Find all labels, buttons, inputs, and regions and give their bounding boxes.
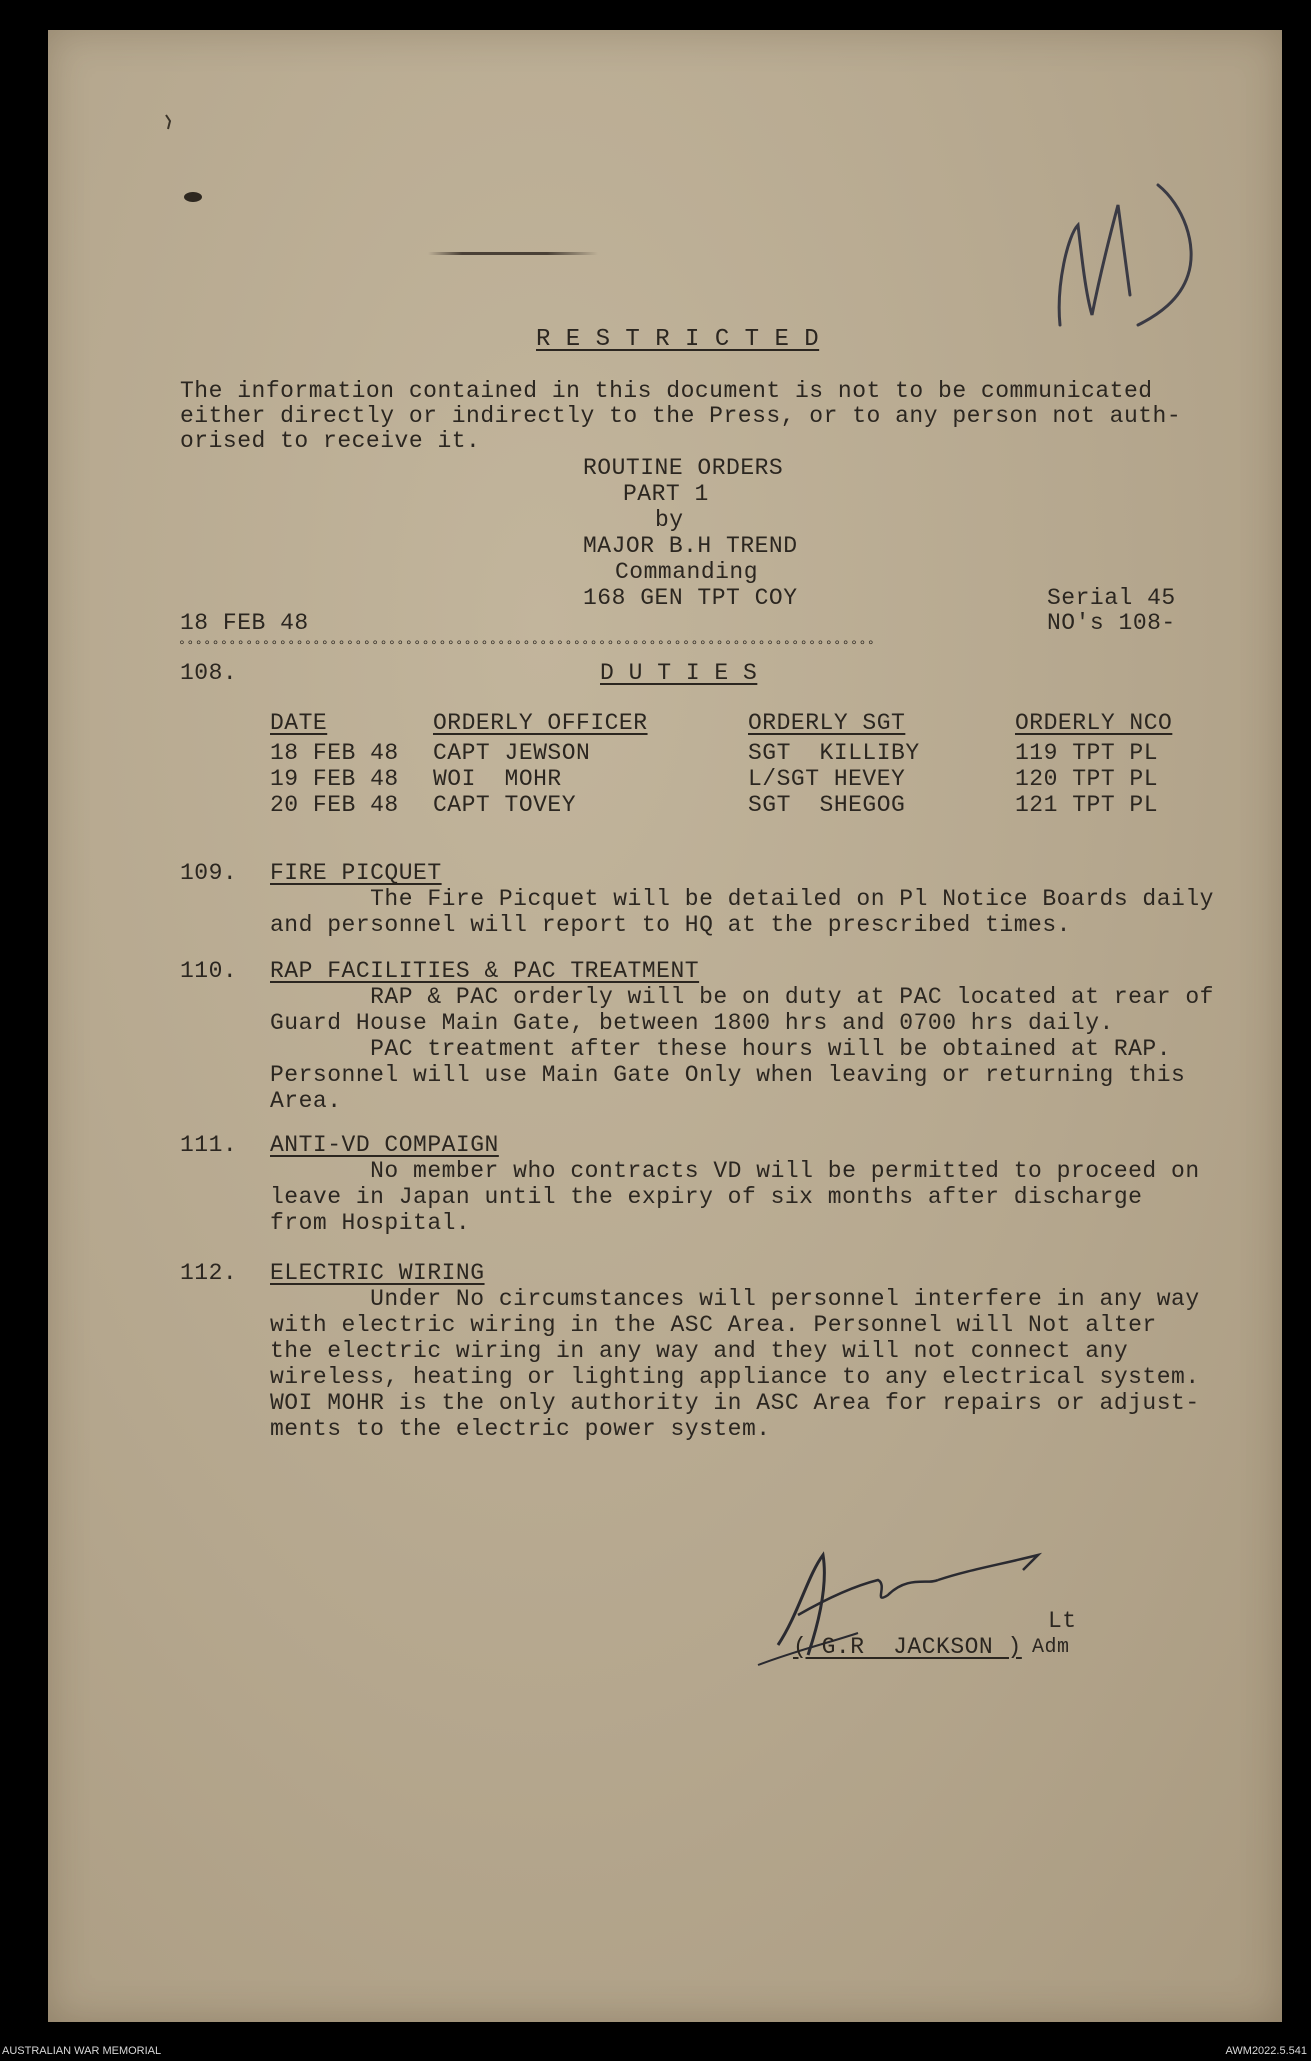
row2-nco: 120 TPT PL xyxy=(1015,766,1159,792)
item-112-line-5: WOI MOHR is the only authority in ASC Area for repairs or adjust- xyxy=(270,1390,1200,1416)
faint-rule xyxy=(428,252,598,255)
item-111-line-3: from Hospital. xyxy=(270,1210,471,1236)
signature-role: Adm xyxy=(1032,1636,1070,1659)
item-heading-electric-wiring: ELECTRIC WIRING xyxy=(270,1260,485,1286)
notice-line-1: The information contained in this document is not to be communicated xyxy=(180,378,1153,404)
item-112-line-6: ments to the electric power system. xyxy=(270,1416,771,1442)
document-page xyxy=(48,30,1282,2022)
row1-officer: CAPT JEWSON xyxy=(433,740,591,766)
row1-nco: 119 TPT PL xyxy=(1015,740,1159,766)
title-line-1: ROUTINE ORDERS xyxy=(583,455,784,481)
title-line-6: 168 GEN TPT COY xyxy=(583,585,798,611)
item-heading-rap-facilities: RAP FACILITIES & PAC TREATMENT xyxy=(270,958,700,984)
title-line-5: Commanding xyxy=(615,559,759,585)
row2-officer: WOI MOHR xyxy=(433,766,562,792)
col-orderly-officer: ORDERLY OFFICER xyxy=(433,710,648,736)
item-number-109: 109. xyxy=(180,860,238,886)
item-111-line-1: No member who contracts VD will be permitted to proceed on xyxy=(270,1158,1200,1184)
order-date: 18 FEB 48 xyxy=(180,610,309,636)
row2-sgt: L/SGT HEVEY xyxy=(748,766,906,792)
title-line-2: PART 1 xyxy=(623,481,709,507)
item-112-line-2: with electric wiring in the ASC Area. Personnel will Not alter xyxy=(270,1312,1157,1338)
row3-date: 20 FEB 48 xyxy=(270,792,399,818)
row1-sgt: SGT KILLIBY xyxy=(748,740,920,766)
title-line-3: by xyxy=(655,507,684,533)
row3-sgt: SGT SHEGOG xyxy=(748,792,906,818)
row3-officer: CAPT TOVEY xyxy=(433,792,577,818)
item-110-line-1: RAP & PAC orderly will be on duty at PAC located at rear of xyxy=(270,984,1214,1010)
signature-name: ( G.R JACKSON ) xyxy=(793,1634,1022,1660)
signature-rank: Lt xyxy=(1048,1608,1077,1634)
row3-nco: 121 TPT PL xyxy=(1015,792,1159,818)
footer-accession: AWM2022.5.541 xyxy=(1225,2045,1307,2057)
row1-date: 18 FEB 48 xyxy=(270,740,399,766)
footer-source: AUSTRALIAN WAR MEMORIAL xyxy=(2,2045,162,2057)
notice-line-2: either directly or indirectly to the Press, or to any person not auth- xyxy=(180,403,1182,429)
item-number-110: 110. xyxy=(180,958,238,984)
item-number-111: 111. xyxy=(180,1132,238,1158)
classification-heading: R E S T R I C T E D xyxy=(536,326,820,353)
handwritten-annotation xyxy=(1048,165,1248,355)
separator-line: °°°°°°°°°°°°°°°°°°°°°°°°°°°°°°°°°°°°°°°°°°°°°°°°°°°°°°°°°°°°°°°°°°°°°°°°°°°°°°°°°°° xyxy=(178,638,876,653)
item-number-112: 112. xyxy=(180,1260,238,1286)
item-110-line-4: Personnel will use Main Gate Only when leaving or returning this xyxy=(270,1062,1186,1088)
item-heading-anti-vd: ANTI-VD COMPAIGN xyxy=(270,1132,499,1158)
item-112-line-3: the electric wiring in any way and they will not connect any xyxy=(270,1338,1129,1364)
order-numbers: NO's 108- xyxy=(1047,610,1176,636)
item-110-line-3: PAC treatment after these hours will be obtained at RAP. xyxy=(270,1036,1172,1062)
col-orderly-nco: ORDERLY NCO xyxy=(1015,710,1173,736)
row2-date: 19 FEB 48 xyxy=(270,766,399,792)
item-110-line-5: Area. xyxy=(270,1088,342,1114)
item-heading-fire-picquet: FIRE PICQUET xyxy=(270,860,442,886)
item-112-line-1: Under No circumstances will personnel interfere in any way xyxy=(270,1286,1200,1312)
item-110-line-2: Guard House Main Gate, between 1800 hrs and 0700 hrs daily. xyxy=(270,1010,1114,1036)
item-111-line-2: leave in Japan until the expiry of six months after discharge xyxy=(270,1184,1143,1210)
title-line-4: MAJOR B.H TREND xyxy=(583,533,798,559)
col-orderly-sgt: ORDERLY SGT xyxy=(748,710,906,736)
notice-line-3: orised to receive it. xyxy=(180,428,481,454)
item-112-line-4: wireless, heating or lighting appliance to any electrical system. xyxy=(270,1364,1200,1390)
item-number-108: 108. xyxy=(180,660,238,686)
serial-number: Serial 45 xyxy=(1047,585,1176,611)
item-109-line-2: and personnel will report to HQ at the prescribed times. xyxy=(270,912,1071,938)
item-109-line-1: The Fire Picquet will be detailed on Pl Notice Boards daily xyxy=(270,886,1214,912)
col-date: DATE xyxy=(270,710,328,736)
paper-stain xyxy=(158,75,218,215)
duties-heading: D U T I E S xyxy=(600,660,758,686)
